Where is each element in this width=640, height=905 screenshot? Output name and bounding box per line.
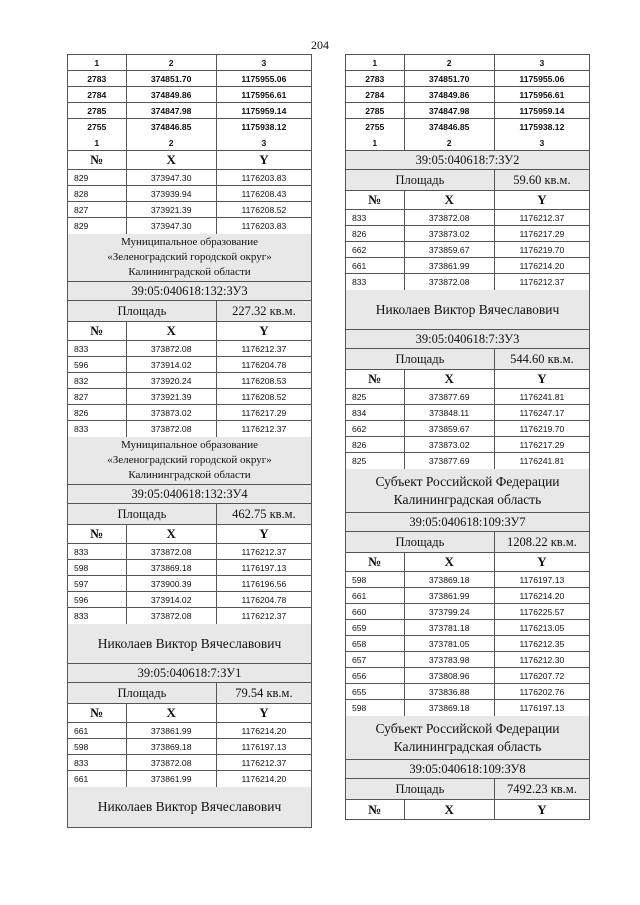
point-number-cell: 596	[74, 594, 89, 605]
table-row	[68, 723, 311, 739]
owner-line: Калининградская область	[393, 491, 542, 507]
x-cell: 373900.39	[126, 576, 216, 591]
area-row	[346, 779, 589, 800]
table-row	[346, 405, 589, 421]
table-row	[346, 274, 589, 290]
x-cell: 373836.88	[404, 684, 494, 699]
x-header: X	[126, 322, 216, 340]
area-row	[68, 504, 311, 525]
point-number-cell: 2785	[87, 105, 107, 116]
table-row	[346, 226, 589, 242]
point-number-cell: 2784	[87, 89, 107, 100]
point-number-cell: 826	[352, 228, 367, 239]
x-cell: 373872.08	[126, 341, 216, 356]
header-cell: 1	[372, 137, 378, 148]
y-cell: 1176212.37	[216, 544, 311, 559]
y-header: Y	[494, 370, 589, 388]
coordinate-column-headers	[68, 322, 311, 341]
area-value: 7492.23 кв.м.	[494, 779, 589, 799]
y-cell: 1175938.12	[216, 119, 311, 135]
x-cell: 373872.08	[126, 544, 216, 559]
point-number-cell: 825	[352, 391, 367, 402]
x-cell: 373947.30	[126, 218, 216, 234]
y-cell: 1176208.43	[216, 186, 311, 201]
left-table-border	[67, 54, 312, 828]
table-row	[68, 421, 311, 437]
x-cell: 374847.98	[126, 103, 216, 118]
owner-cell	[68, 437, 311, 485]
x-cell: 373781.05	[404, 636, 494, 651]
y-cell: 1176217.29	[216, 405, 311, 420]
coordinate-column-headers	[346, 800, 589, 819]
y-cell: 1175956.61	[216, 87, 311, 102]
table-row	[346, 668, 589, 684]
area-label: Площадь	[395, 351, 445, 366]
x-cell: 373783.98	[404, 652, 494, 667]
table-row	[346, 636, 589, 652]
x-cell: 373947.30	[126, 170, 216, 185]
x-cell: 374851.70	[126, 71, 216, 86]
point-number-cell: 833	[74, 611, 89, 621]
table-row	[346, 103, 589, 119]
point-number-cell: 2755	[365, 122, 385, 132]
x-header: X	[404, 191, 494, 209]
x-cell: 373872.08	[126, 608, 216, 624]
point-number-cell: 2785	[365, 105, 385, 116]
point-number-header: №	[368, 192, 382, 207]
table-row	[68, 739, 311, 755]
x-cell: 374847.98	[404, 103, 494, 118]
header-cell: 3	[494, 55, 589, 70]
x-cell: 373921.39	[126, 202, 216, 217]
coordinate-column-headers	[68, 151, 311, 170]
y-cell: 1176212.35	[494, 636, 589, 651]
point-number-cell: 833	[352, 212, 367, 223]
y-cell: 1176196.56	[216, 576, 311, 591]
x-cell: 373859.67	[404, 242, 494, 257]
point-number-cell: 598	[74, 562, 89, 573]
cadastral-number: 39:05:040618:109:ЗУ8	[346, 760, 589, 779]
point-number-cell: 832	[74, 375, 89, 386]
point-number-cell: 834	[352, 407, 367, 418]
x-cell: 373877.69	[404, 453, 494, 469]
header-cell: 1	[94, 57, 100, 68]
x-cell: 373873.02	[404, 226, 494, 241]
area-row	[346, 349, 589, 370]
left-top-rows	[68, 71, 311, 135]
area-value: 544.60 кв.м.	[494, 349, 589, 369]
point-number-cell: 829	[74, 221, 89, 231]
table-row	[68, 389, 311, 405]
area-label: Площадь	[395, 534, 445, 549]
area-value: 1208.22 кв.м.	[494, 532, 589, 552]
coordinate-column-headers	[68, 704, 311, 723]
owner-line: Муниципальное образование	[121, 439, 258, 451]
y-cell: 1176207.72	[494, 668, 589, 683]
x-cell: 374846.85	[404, 119, 494, 135]
table-row	[68, 405, 311, 421]
x-cell: 373920.24	[126, 373, 216, 388]
owner-cell: Николаев Виктор Вячеславович	[68, 787, 311, 827]
y-cell: 1176219.70	[494, 242, 589, 257]
point-number-cell: 826	[74, 407, 89, 418]
y-cell: 1176203.83	[216, 218, 311, 234]
y-cell: 1176212.37	[216, 755, 311, 770]
point-number-cell: 661	[352, 590, 367, 601]
table-row	[68, 560, 311, 576]
y-cell: 1176212.37	[494, 274, 589, 290]
table-row	[68, 103, 311, 119]
table-row	[346, 210, 589, 226]
x-cell: 373859.67	[404, 421, 494, 436]
x-cell: 373872.08	[404, 274, 494, 290]
area-label: Площадь	[117, 506, 167, 521]
table-row	[68, 87, 311, 103]
owner-line: Калининградской области	[128, 469, 251, 481]
point-number-cell: 833	[74, 757, 89, 768]
point-number-cell: 2783	[87, 73, 107, 84]
x-cell: 373861.99	[404, 258, 494, 273]
header-cell: 3	[216, 135, 311, 150]
right-table-border	[345, 54, 590, 820]
y-header: Y	[216, 151, 311, 169]
y-cell: 1176203.83	[216, 170, 311, 185]
table-row	[346, 700, 589, 716]
point-number-cell: 827	[74, 391, 89, 402]
owner-line: «Зеленоградский городской округ»	[107, 454, 272, 466]
y-cell: 1176214.20	[494, 588, 589, 603]
x-cell: 374851.70	[404, 71, 494, 86]
owner-line: Субъект Российской Федерации	[375, 473, 560, 489]
header-cell: 2	[126, 135, 216, 150]
cadastral-number: 39:05:040618:132:ЗУ4	[68, 485, 311, 504]
y-cell: 1175959.14	[216, 103, 311, 118]
table-row	[68, 576, 311, 592]
table-row	[346, 620, 589, 636]
table-row	[68, 119, 311, 135]
right-top-rows	[346, 71, 589, 135]
point-number-cell: 655	[352, 686, 367, 697]
point-number-header: №	[90, 152, 104, 167]
y-header: Y	[216, 322, 311, 340]
table-row	[68, 544, 311, 560]
area-row	[346, 532, 589, 553]
cadastral-number: 39:05:040618:7:ЗУ3	[346, 330, 589, 349]
x-cell: 373872.08	[404, 210, 494, 225]
x-cell: 373869.18	[404, 700, 494, 716]
y-cell: 1176217.29	[494, 437, 589, 452]
x-cell: 373877.69	[404, 389, 494, 404]
y-cell: 1176204.78	[216, 357, 311, 372]
area-value: 227.32 кв.м.	[216, 301, 311, 321]
table-row	[68, 341, 311, 357]
area-label: Площадь	[395, 172, 445, 187]
table-row	[346, 684, 589, 700]
table-row	[346, 258, 589, 274]
point-number-cell: 662	[352, 244, 367, 255]
y-cell: 1176219.70	[494, 421, 589, 436]
y-cell: 1176212.37	[494, 210, 589, 225]
x-cell: 373914.02	[126, 592, 216, 607]
owner-line: Калининградской области	[128, 266, 251, 278]
owner-line: Калининградская область	[393, 738, 542, 754]
area-row	[346, 170, 589, 191]
cadastral-number: 39:05:040618:132:ЗУ3	[68, 282, 311, 301]
y-cell: 1176241.81	[494, 453, 589, 469]
y-cell: 1176204.78	[216, 592, 311, 607]
point-number-cell: 2783	[365, 73, 385, 84]
point-number-cell: 661	[74, 725, 89, 736]
table-row	[68, 357, 311, 373]
point-number-cell: 598	[352, 574, 367, 585]
point-number-cell: 827	[74, 204, 89, 215]
coordinate-column-headers	[68, 525, 311, 544]
point-number-header: №	[90, 526, 104, 541]
y-header: Y	[494, 800, 589, 819]
table-row	[346, 119, 589, 135]
y-cell: 1175956.61	[494, 87, 589, 102]
x-cell: 373869.18	[404, 572, 494, 587]
y-cell: 1176213.05	[494, 620, 589, 635]
y-cell: 1176197.13	[494, 700, 589, 716]
x-cell: 373861.99	[404, 588, 494, 603]
y-cell: 1176225.57	[494, 604, 589, 619]
table-row	[346, 604, 589, 620]
point-number-header: №	[90, 705, 104, 720]
point-number-cell: 656	[352, 670, 367, 681]
owner-cell	[346, 469, 589, 513]
owner-line: Муниципальное образование	[121, 236, 258, 248]
x-cell: 373861.99	[126, 723, 216, 738]
table-row	[68, 218, 311, 234]
coordinate-column-headers	[346, 191, 589, 210]
point-number-cell: 597	[74, 578, 89, 589]
x-cell: 373869.18	[126, 560, 216, 575]
y-cell: 1176217.29	[494, 226, 589, 241]
x-cell: 374849.86	[126, 87, 216, 102]
y-cell: 1176212.30	[494, 652, 589, 667]
x-cell: 373799.24	[404, 604, 494, 619]
area-value: 59.60 кв.м.	[494, 170, 589, 190]
x-cell: 373872.08	[126, 755, 216, 770]
point-number-cell: 828	[74, 188, 89, 199]
x-header: X	[126, 151, 216, 169]
table-row	[68, 755, 311, 771]
x-cell: 374846.85	[126, 119, 216, 135]
y-cell: 1176197.13	[494, 572, 589, 587]
header-cell: 2	[404, 55, 494, 70]
point-number-cell: 662	[352, 423, 367, 434]
point-number-cell: 598	[74, 741, 89, 752]
right-rows-b	[346, 389, 589, 469]
owner-line: Субъект Российской Федерации	[375, 720, 560, 736]
header-cell: 1	[372, 57, 378, 68]
left-rows-c	[68, 544, 311, 624]
y-cell: 1175955.06	[494, 71, 589, 86]
table-row	[346, 242, 589, 258]
point-number-header: №	[368, 554, 382, 569]
y-cell: 1176208.53	[216, 373, 311, 388]
area-label: Площадь	[395, 781, 445, 796]
left-rows-d	[68, 723, 311, 787]
point-number-cell: 825	[352, 456, 367, 466]
y-cell: 1176214.20	[494, 258, 589, 273]
point-number-cell: 660	[352, 606, 367, 617]
y-cell: 1176212.37	[216, 421, 311, 437]
header-cell: 3	[494, 135, 589, 150]
area-value: 79.54 кв.м.	[216, 683, 311, 703]
header-cell: 1	[94, 137, 100, 148]
y-header: Y	[216, 525, 311, 543]
coordinate-column-headers	[346, 370, 589, 389]
table-row	[346, 588, 589, 604]
x-header: X	[404, 553, 494, 571]
table-row	[346, 453, 589, 469]
x-header: X	[404, 370, 494, 388]
cadastral-number: 39:05:040618:7:ЗУ1	[68, 664, 311, 683]
x-cell: 373808.96	[404, 668, 494, 683]
point-number-cell: 833	[74, 424, 89, 434]
y-cell: 1176197.13	[216, 560, 311, 575]
owner-cell	[346, 716, 589, 760]
area-label: Площадь	[117, 685, 167, 700]
table-row	[346, 652, 589, 668]
x-cell: 373921.39	[126, 389, 216, 404]
y-cell: 1176208.52	[216, 202, 311, 217]
x-cell: 373939.94	[126, 186, 216, 201]
column-number-header	[346, 135, 589, 151]
area-label: Площадь	[117, 303, 167, 318]
y-cell: 1176197.13	[216, 739, 311, 754]
x-cell: 373873.02	[126, 405, 216, 420]
table-row	[68, 186, 311, 202]
y-header: Y	[494, 553, 589, 571]
y-cell: 1176208.52	[216, 389, 311, 404]
table-row	[346, 87, 589, 103]
x-header: X	[126, 525, 216, 543]
table-row	[346, 389, 589, 405]
x-cell: 373873.02	[404, 437, 494, 452]
right-rows-a	[346, 210, 589, 290]
y-cell: 1175938.12	[494, 119, 589, 135]
x-cell: 373872.08	[126, 421, 216, 437]
point-number-header: №	[90, 323, 104, 338]
point-number-cell: 826	[352, 439, 367, 450]
point-number-cell: 2784	[365, 89, 385, 100]
table-row	[68, 608, 311, 624]
point-number-cell: 829	[74, 172, 89, 183]
y-cell: 1176241.81	[494, 389, 589, 404]
y-cell: 1176212.37	[216, 608, 311, 624]
column-number-header	[68, 55, 311, 71]
header-cell: 2	[404, 135, 494, 150]
area-row	[68, 301, 311, 322]
table-row	[68, 592, 311, 608]
x-cell: 373914.02	[126, 357, 216, 372]
point-number-cell: 596	[74, 359, 89, 370]
table-row	[346, 421, 589, 437]
point-number-cell: 598	[352, 703, 367, 713]
point-number-cell: 833	[352, 277, 367, 287]
page-number: 204	[311, 38, 329, 52]
cadastral-number: 39:05:040618:109:ЗУ7	[346, 513, 589, 532]
table-row	[346, 572, 589, 588]
area-row	[68, 683, 311, 704]
area-value: 462.75 кв.м.	[216, 504, 311, 524]
y-cell: 1176202.76	[494, 684, 589, 699]
table-row	[68, 170, 311, 186]
y-cell: 1175959.14	[494, 103, 589, 118]
point-number-cell: 657	[352, 654, 367, 665]
y-cell: 1176214.20	[216, 771, 311, 787]
point-number-cell: 833	[74, 546, 89, 557]
x-header: X	[404, 800, 494, 819]
point-number-cell: 659	[352, 622, 367, 633]
point-number-cell: 2755	[87, 122, 107, 132]
y-header: Y	[216, 704, 311, 722]
header-cell: 3	[216, 55, 311, 70]
header-cell: 2	[126, 55, 216, 70]
left-rows-a	[68, 170, 311, 234]
right-rows-c	[346, 572, 589, 716]
x-cell: 374849.86	[404, 87, 494, 102]
left-coordinates-table	[67, 54, 312, 828]
point-number-cell: 658	[352, 638, 367, 649]
y-header: Y	[494, 191, 589, 209]
owner-line: «Зеленоградский городской округ»	[107, 251, 272, 263]
table-row	[346, 71, 589, 87]
owner-cell: Николаев Виктор Вячеславович	[346, 290, 589, 330]
y-cell: 1176214.20	[216, 723, 311, 738]
x-header: X	[126, 704, 216, 722]
point-number-cell: 661	[352, 260, 367, 271]
x-cell: 373781.18	[404, 620, 494, 635]
coordinate-column-headers	[346, 553, 589, 572]
table-row	[68, 202, 311, 218]
cadastral-number: 39:05:040618:7:ЗУ2	[346, 151, 589, 170]
column-number-header	[68, 135, 311, 151]
point-number-header: №	[368, 371, 382, 386]
owner-cell	[68, 234, 311, 282]
y-cell: 1176247.17	[494, 405, 589, 420]
x-cell: 373869.18	[126, 739, 216, 754]
table-row	[68, 71, 311, 87]
column-number-header	[346, 55, 589, 71]
table-row	[68, 373, 311, 389]
x-cell: 373848.11	[404, 405, 494, 420]
point-number-cell: 661	[74, 774, 89, 784]
left-rows-b	[68, 341, 311, 437]
table-row	[68, 771, 311, 787]
x-cell: 373861.99	[126, 771, 216, 787]
table-row	[346, 437, 589, 453]
point-number-header: №	[368, 801, 382, 817]
point-number-cell: 833	[74, 343, 89, 354]
y-cell: 1176212.37	[216, 341, 311, 356]
right-coordinates-table	[345, 54, 590, 820]
owner-cell: Николаев Виктор Вячеславович	[68, 624, 311, 664]
y-cell: 1175955.06	[216, 71, 311, 86]
